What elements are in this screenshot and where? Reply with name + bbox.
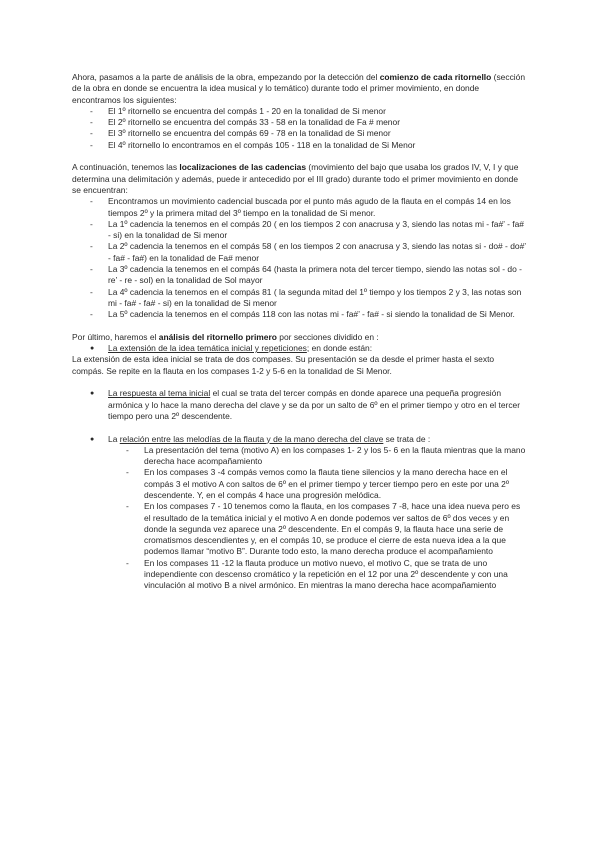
section3-lead: La xyxy=(108,433,120,444)
list-item: - La 4º cadencia la tenemos en el compás 81 ( la segunda mitad del 1º tiempo y los tiempos 2 y 3, las notas son mi - fa# - fa# - si) en la tonalidad de Si menor xyxy=(72,287,528,310)
list-item: - El 4º ritornello lo encontramos en el compás 105 - 118 en la tonalidad de Si Menor xyxy=(72,140,528,151)
cadences-lead: A continuación, tenemos las xyxy=(72,162,180,173)
section2-body: el cual se trata del tercer compás en donde aparece una pequeña progresión armónica y lo hace la mano derecha del clave y se da por un salto de 6º en el primer tiempo y otro en el tercer tiempo pero una 2º descendente. xyxy=(108,388,521,421)
analysis-paragraph xyxy=(72,332,528,343)
cadences-bold: localizaciones de las cadencias xyxy=(179,162,307,173)
section2-title: La respuesta al tema inicial xyxy=(108,388,211,399)
list-item: - En los compases 11 -12 la flauta produce un motivo nuevo, el motivo C, que se trata de uno independiente con descenso cromático y la repetición en el 12 por una 2º descendente y con una vinculación al motivo B a nivel armónico. En mientras la mano derecha hace acompañamiento xyxy=(72,558,528,592)
list-item: - El 2º ritornello se encuentra del compás 33 - 58 en la tonalidad de Fa # menor xyxy=(72,117,528,128)
section1-bullet xyxy=(72,343,528,354)
bullet-icon: ● xyxy=(90,435,95,443)
section3-tail: se trata de : xyxy=(383,433,431,444)
section3-title: relación entre las melodías de la flauta y de la mano derecha del clave xyxy=(119,433,384,444)
intro-paragraph xyxy=(72,72,528,106)
list-item: - La 1º cadencia la tenemos en el compás 20 ( en los tiempos 2 con anacrusa y 3, siendo las notas mi - fa#’ - fa# - si) en la tonalidad de Si menor xyxy=(72,219,528,242)
section3-bullet xyxy=(72,434,528,445)
intro-lead: Ahora, pasamos a la parte de análisis de la obra, empezando por la detección del xyxy=(72,72,380,82)
cadences-tail: (movimiento del bajo que usaba los grados IV, V, I y que determina una delimitación y además, puede ir antecedido por el III grado) durante todo el primer movimiento en donde se encuentran: xyxy=(72,162,519,195)
list-item: - El 3º ritornello se encuentra del compás 69 - 78 en la tonalidad de Si menor xyxy=(72,128,528,139)
list-item: - En los compases 7 - 10 tenemos como la flauta, en los compases 7 -8, hace una idea nueva pero es el resultado de la temática inicial y el motivo A en donde podemos ver saltos de 6º dos veces y en donde la segunda vez aparece una 2º descendente. En el compás 9, la flauta hace una serie de cromatismos descendientes y, en el compás 10, se produce el cierre de esta nueva idea a la que podemos llamar “motivo B”. Durante todo esto, la mano derecha produce el acompañamiento xyxy=(72,501,528,557)
cadences-list xyxy=(72,196,528,320)
list-item: - La 2º cadencia la tenemos en el compás 58 ( en los tiempos 2 con anacrusa y 3, siendo las notas si - do# - do#’ - fa# - fa#) en la tonalidad de Fa# menor xyxy=(72,241,528,264)
document-body xyxy=(72,72,528,592)
list-item: - La 3º cadencia la tenemos en el compás 64 (hasta la primera nota del tercer tiempo, siendo las notas sol - do - re’ - re - sol) en la tonalidad de Sol mayor xyxy=(72,264,528,287)
analysis-lead: Por último, haremos el xyxy=(72,331,159,342)
list-item: - El 1º ritornello se encuentra del compás 1 - 20 en la tonalidad de Si menor xyxy=(72,106,528,117)
intro-tail: (sección de la obra en donde se encuentra la idea musical y lo temático) durante todo el primer movimiento, en donde encontramos los siguientes: xyxy=(72,72,526,105)
analysis-bold: análisis del ritornello primero xyxy=(158,331,277,342)
section1-after-title: ; en donde están: xyxy=(306,343,373,354)
bullet-icon: ● xyxy=(90,345,95,353)
section3-list xyxy=(72,445,528,592)
intro-bold: comienzo de cada ritornello xyxy=(379,72,492,82)
ritornello-list xyxy=(72,106,528,151)
cadences-paragraph xyxy=(72,162,528,196)
section2-bullet xyxy=(72,388,528,422)
analysis-tail: por secciones dividido en : xyxy=(276,331,379,342)
list-item: - La presentación del tema (motivo A) en los compases 1- 2 y los 5- 6 en la flauta mientras que la mano derecha hace acompañamiento xyxy=(72,445,528,468)
list-item: - En los compases 3 -4 compás vemos como la flauta tiene silencios y la mano derecha hace en el compás 3 el motivo A con saltos de 6º en el primer tiempo y tercer tiempo pero en este por una 2º descendente. Y, en el compás 4 hace una progresión melódica. xyxy=(72,467,528,501)
bullet-icon: ● xyxy=(90,390,95,398)
list-item: - Encontramos un movimiento cadencial buscada por el punto más agudo de la flauta en el compás 14 en los tiempos 2º y la primera mitad del 3º tiempo en la tonalidad de Si menor. xyxy=(72,196,528,219)
list-item: - La 5º cadencia la tenemos en el compás 118 con las notas mi - fa#’ - fa# - si siendo la tonalidad de Si Menor. xyxy=(72,309,528,320)
section1-title: La extensión de la idea temática inicial y repeticiones xyxy=(108,343,307,354)
section1-body: La extensión de esta idea inicial se trata de dos compases. Su presentación se da desde el primer hasta el sexto compás. Se repite en la flauta en los compases 1-2 y 5-6 en la tonalidad de Si Menor. xyxy=(72,354,495,376)
